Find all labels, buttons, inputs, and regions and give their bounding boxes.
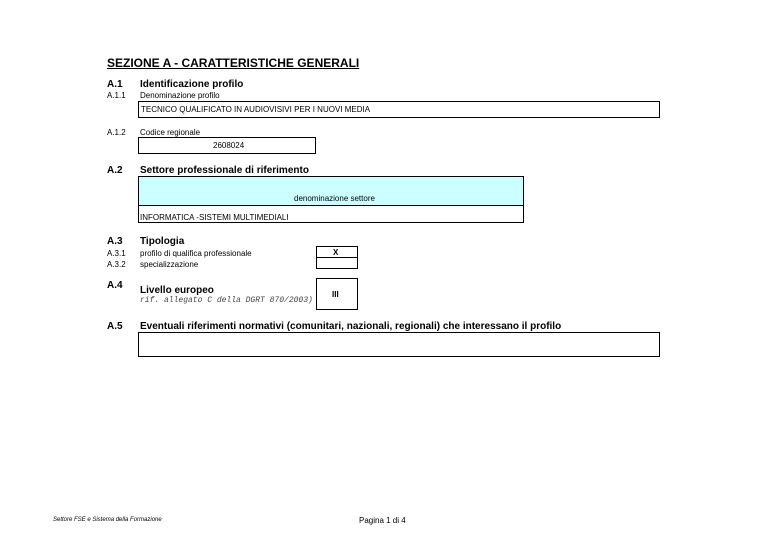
- a3-2-label: specializzazione: [140, 260, 199, 269]
- a4-heading: Livello europeo: [140, 285, 214, 296]
- sector-value: INFORMATICA -SISTEMI MULTIMEDIALI: [140, 213, 289, 222]
- regional-code-field: [138, 137, 316, 154]
- a1-1-label: Denominazione profilo: [140, 91, 220, 100]
- sector-value-cell: [138, 205, 524, 223]
- a2-code: A.2: [107, 165, 123, 176]
- tipologia-checkbox-2[interactable]: [316, 257, 358, 269]
- profile-name-field: [138, 101, 660, 118]
- page-number: Pagina 1 di 4: [359, 516, 406, 525]
- profile-name-value: TECNICO QUALIFICATO IN AUDIOVISIVI PER I NUOVI MEDIA: [141, 105, 371, 114]
- a1-code: A.1: [107, 79, 123, 90]
- footer-left: Settore FSE e Sistema della Formazione: [53, 517, 162, 523]
- a1-1-code: A.1.1: [107, 91, 126, 100]
- a1-heading: Identificazione profilo: [140, 79, 244, 90]
- european-level-box: [316, 278, 358, 310]
- sector-header-label: denominazione settore: [294, 194, 375, 203]
- sector-header-cell: [138, 176, 524, 206]
- normative-references-field: [138, 332, 660, 357]
- european-level-value: III: [332, 290, 339, 299]
- a3-1-code: A.3.1: [107, 249, 126, 258]
- a3-1-label: profilo di qualifica professionale: [140, 249, 252, 258]
- a2-heading: Settore professionale di riferimento: [140, 165, 309, 176]
- a5-heading: Eventuali riferimenti normativi (comunitari, nazionali, regionali) che interessano il profilo: [140, 321, 562, 332]
- a3-2-code: A.3.2: [107, 260, 126, 269]
- a4-code: A.4: [107, 280, 123, 291]
- tipologia-mark-1: X: [333, 248, 339, 257]
- a5-code: A.5: [107, 321, 123, 332]
- section-title: SEZIONE A - CARATTERISTICHE GENERALI: [107, 56, 360, 70]
- a3-heading: Tipologia: [140, 236, 185, 247]
- regional-code-value: 2608024: [213, 141, 245, 150]
- a1-2-label: Codice regionale: [140, 128, 201, 137]
- a3-code: A.3: [107, 236, 123, 247]
- a1-2-code: A.1.2: [107, 128, 126, 137]
- a4-note: rif. allegato C della DGRT 870/2003): [140, 296, 313, 305]
